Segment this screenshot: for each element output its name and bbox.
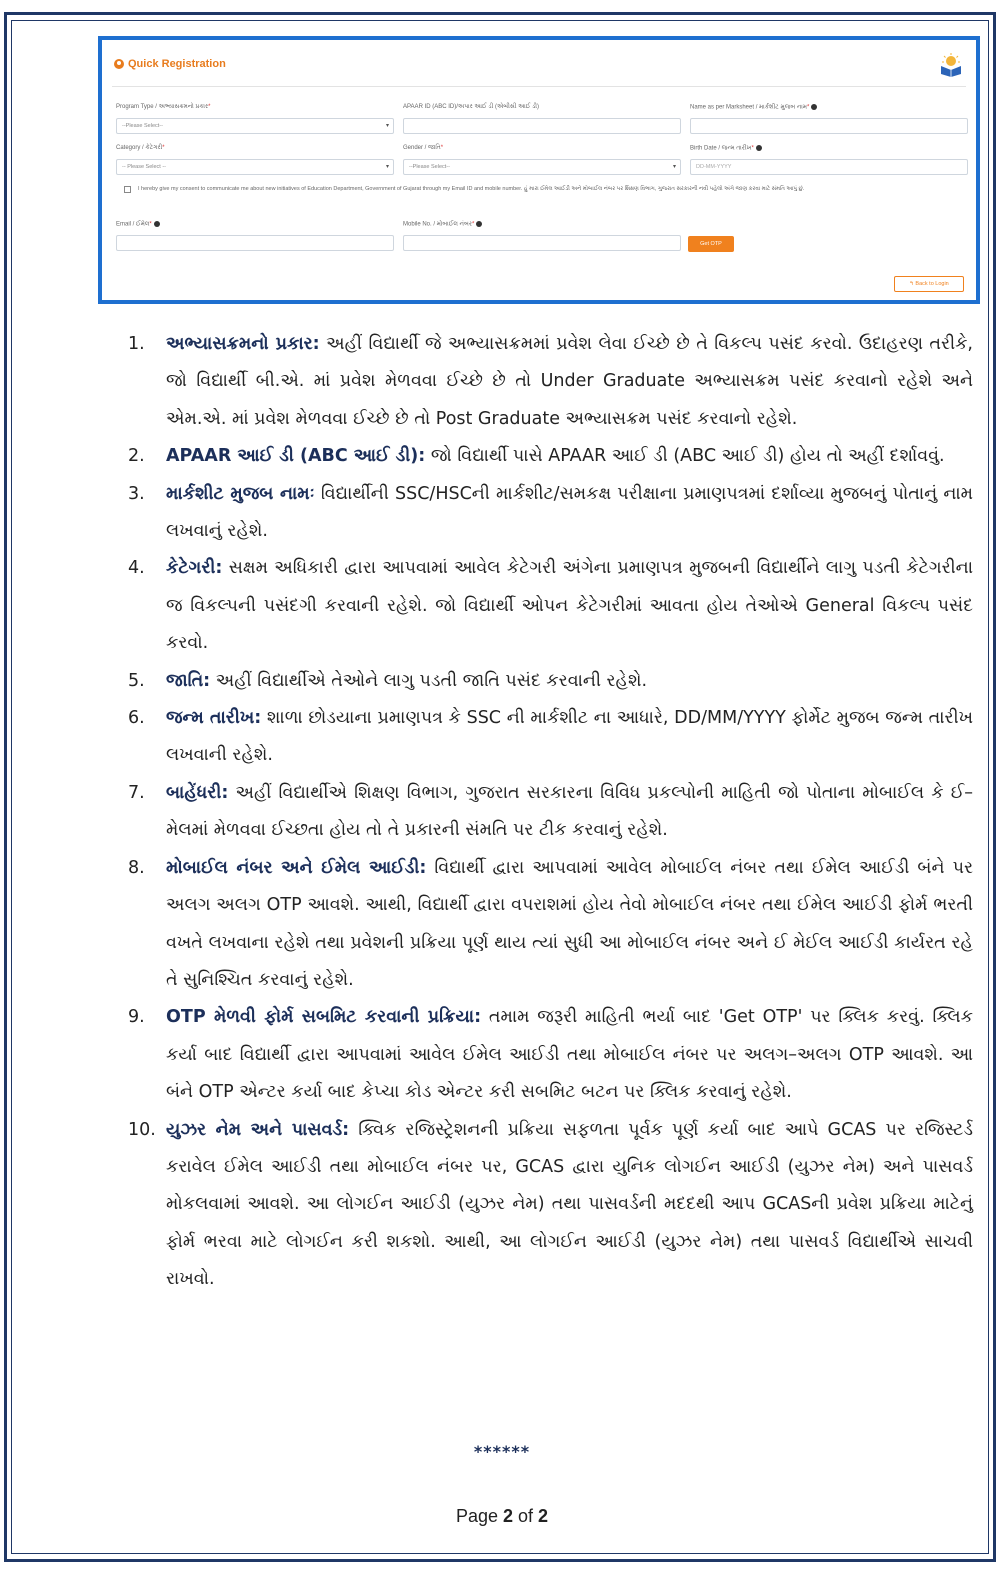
name-label: Name as per Marksheet / માર્કશીટ મુજબ નામ*: [690, 104, 817, 112]
email-label: Email / ઈમેલ*: [116, 221, 160, 229]
apaar-id-input[interactable]: [403, 118, 681, 134]
gender-select[interactable]: --Please Select-- ▾: [403, 159, 681, 175]
instruction-text: શાળા છોડયાના પ્રમાણપત્ર કે SSC ની માર્કશીટ ના આધારે, DD/MM/YYYY ફોર્મેટ મુજબ જન્મ તારીખ લખવાની રહેશે.: [166, 708, 973, 766]
instruction-number: 4.: [128, 558, 145, 579]
instruction-item: [128, 550, 973, 662]
instruction-number: 8.: [128, 857, 145, 878]
apaar-id-label: APAAR ID (ABC ID)/અપાર આઈ ડી (એબીસી આઈ ડી): [403, 104, 540, 110]
form-title: [114, 58, 226, 70]
birth-date-label: Birth Date / જન્મ તારીખ*: [690, 145, 762, 153]
instruction-text: ક્વિક રજિસ્ટ્રેશનની પ્રક્રિયા સફળતા પૂર્વક પૂર્ણ કર્યા બાદ આપે GCAS પર રજિસ્ટર્ડ કરાવેલ ઈમેલ આઈડી તથા મોબાઈલ નંબર પર, GCAS દ્વારા યુનિક લોગઈન આઈડી (યુઝર નેમ) અને પાસવર્ડ મોકલવામાં આવશે. આ લોગઈન આઈડી (યુઝર નેમ) તથા પાસવર્ડની મદદથી આપ GCASની પ્રવેશ પ્રક્રિયા માટેનું ફોર્મ ભરવા માટે લોગઈન કરી શકશો. આથી, આ લોગઈન આઈડી (યુઝર નેમ) તથા પાસવર્ડ વિદ્યાર્થીએ સાચવી રાખવો.: [166, 1119, 973, 1290]
mobile-label: Mobile No. / મોબાઈલ નંબર*: [403, 221, 482, 229]
instruction-number: 6.: [128, 708, 145, 729]
instruction-text: સક્ષમ અધિકારી દ્વારા આપવામાં આવેલ કેટેગરી અંગેના પ્રમાણપત્ર મુજબની વિદ્યાર્થીને લાગુ પડતી કેટેગરીના જ વિકલ્પની પસંદગી કરવાની રહેશે. જો વિદ્યાર્થી ઓપન કેટેગરીમાં આવતા હોય તેઓએ General વિકલ્પ પસંદ કરવો.: [166, 558, 973, 654]
instruction-list: [128, 326, 973, 1299]
instruction-text: અહીં વિદ્યાર્થીએ તેઓને લાગુ પડતી જાતિ પસંદ કરવાની રહેશે.: [210, 670, 648, 691]
instruction-title: જન્મ તારીખ:: [166, 708, 262, 729]
form-title-text: Quick Registration: [128, 58, 226, 70]
instruction-number: 9.: [128, 1007, 145, 1028]
instruction-text: જો વિદ્યાર્થી પાસે APAAR આઈ ડી (ABC આઈ ડી) હોય તો અહીં દર્શાવવું.: [425, 446, 945, 467]
instruction-item: [128, 326, 973, 438]
instruction-title: જાતિ:: [166, 670, 211, 691]
instruction-text: અહીં વિદ્યાર્થીએ શિક્ષણ વિભાગ, ગુજરાત સરકારના વિવિધ પ્રકલ્પોની માહિતી જો પોતાના મોબાઈલ કે ઈ–મેલમાં મેળવવા ઈચ્છતા હોય તો તે પ્રકારની સંમતિ પર ટીક કરવાનું રહેશે.: [166, 782, 973, 841]
instruction-title: APAAR આઈ ડી (ABC આઈ ડી):: [166, 446, 426, 467]
instruction-item: [128, 476, 973, 551]
program-type-select[interactable]: --Please Select-- ▾: [116, 118, 394, 134]
birth-date-input[interactable]: DD-MM-YYYY: [690, 159, 968, 175]
info-icon: [476, 221, 482, 227]
instruction-text: વિદ્યાર્થીની SSC/HSCની માર્કશીટ/સમકક્ષ પરીક્ષાના પ્રમાણપત્રમાં દર્શાવ્યા મુજબનું પોતાનું નામ લખવાનું રહેશે.: [166, 483, 973, 542]
form-divider: [112, 86, 966, 87]
back-to-login-button[interactable]: ↰ Back to Login: [894, 276, 964, 292]
consent-checkbox[interactable]: [124, 186, 131, 193]
user-icon: [114, 59, 124, 69]
instruction-title: બાહેંધરી:: [166, 782, 229, 803]
get-otp-button[interactable]: Get OTP: [688, 236, 734, 252]
instruction-number: 7.: [128, 782, 145, 803]
instruction-item: [128, 1112, 973, 1299]
instruction-number: 1.: [128, 334, 145, 354]
instruction-text: અહીં વિદ્યાર્થી જે અભ્યાસક્રમમાં પ્રવેશ લેવા ઈચ્છે છે તે વિકલ્પ પસંદ કરવો. ઉદાહરણ તરીકે, જો વિદ્યાર્થી બી.એ. માં પ્રવેશ મેળવવા ઈચ્છે છે તો Under Graduate અભ્યાસક્રમ પસંદ કરવાનો રહેશે અને એમ.એ. માં પ્રવેશ મેળવવા ઈચ્છે છે તો Post Graduate અભ્યાસક્રમ પસંદ કરવાનો રહેશે.: [166, 334, 973, 429]
category-label: Category / કેટેગરી*: [116, 145, 165, 151]
consent-text: I hereby give my consent to communicate me about new initiatives of Education Department, Government of Gujarat through my Email ID and mobile number. હું મારા ઈમેલ આઈડી અને મોબાઈલ નંબર પર શિક્ષણ વિભાગ, ગુજરાત સરકારની નવી પહેલો અંગે જાણ કરવા માટે સંમતિ આપું છું.: [138, 186, 805, 192]
info-icon: [756, 145, 762, 151]
gender-label: Gender / જાતિ*: [403, 145, 444, 151]
instruction-title: મોબાઈલ નંબર અને ઈમેલ આઈડી:: [166, 857, 427, 878]
program-type-label: Program Type / અભ્યાસક્રમનો પ્રકાર*: [116, 104, 211, 110]
instruction-item: [128, 775, 973, 850]
instruction-number: 3.: [128, 483, 145, 504]
name-input[interactable]: [690, 118, 968, 134]
instruction-title: અભ્યાસક્રમનો પ્રકાર:: [166, 334, 320, 354]
category-select[interactable]: -- Please Select -- ▾: [116, 159, 394, 175]
page-number: Page 2 of 2: [455, 1506, 549, 1526]
instruction-title: માર્કશીટ મુજબ નામઃ: [166, 483, 315, 504]
instruction-number: 5.: [128, 670, 145, 691]
instruction-text: વિદ્યાર્થી દ્વારા આપવામાં આવેલ મોબાઈલ નંબર તથા ઈમેલ આઈડી બંને પર અલગ અલગ OTP આવશે. આથી, વિદ્યાર્થી દ્વારા વપરાશમાં હોય તેવો મોબાઈલ નંબર તથા ઈમેલ આઈડી ફોર્મ ભરતી વખતે લખવાના રહેશે તથા પ્રવેશની પ્રક્રિયા પૂર્ણ થાય ત્યાં સુધી આ મોબાઈલ નંબર અને ઈ મેઈલ આઈડી કાર્યરત રહે તે સુનિશ્ચિત કરવાનું રહેશે.: [166, 857, 974, 990]
instruction-title: યુઝર નેમ અને પાસવર્ડ:: [166, 1119, 350, 1140]
instruction-title: કેટેગરી:: [166, 558, 223, 579]
quick-registration-form-screenshot: [98, 36, 980, 304]
info-icon: [154, 221, 160, 227]
instruction-number: 10.: [128, 1119, 156, 1140]
instruction-text: તમામ જરૂરી માહિતી ભર્યા બાદ 'Get OTP' પર ક્લિક કરવું. ક્લિક કર્યા બાદ વિદ્યાર્થી દ્વારા આપવામાં આવેલ ઈમેલ આઈડી તથા મોબાઈલ નંબર પર અલગ–અલગ OTP આવશે. આ બંને OTP એન્ટર કર્યા બાદ કેપ્ચા કોડ એન્ટર કરી સબમિટ બટન પર ક્લિક કરવાનું રહેશે.: [166, 1007, 974, 1103]
instruction-title: OTP મેળવી ફોર્મ સબમિટ કરવાની પ્રક્રિયા:: [166, 1007, 482, 1028]
email-input[interactable]: [116, 235, 394, 251]
info-icon: [811, 104, 817, 110]
instruction-item: [128, 700, 973, 775]
instruction-item: [128, 438, 973, 475]
instruction-item: [128, 999, 973, 1111]
instruction-item: [128, 663, 973, 700]
instruction-item: [128, 850, 973, 1000]
gcas-logo-icon: [938, 52, 964, 78]
instruction-number: 2.: [128, 446, 145, 467]
mobile-input[interactable]: [403, 235, 681, 251]
section-separator: ******: [473, 1442, 531, 1461]
